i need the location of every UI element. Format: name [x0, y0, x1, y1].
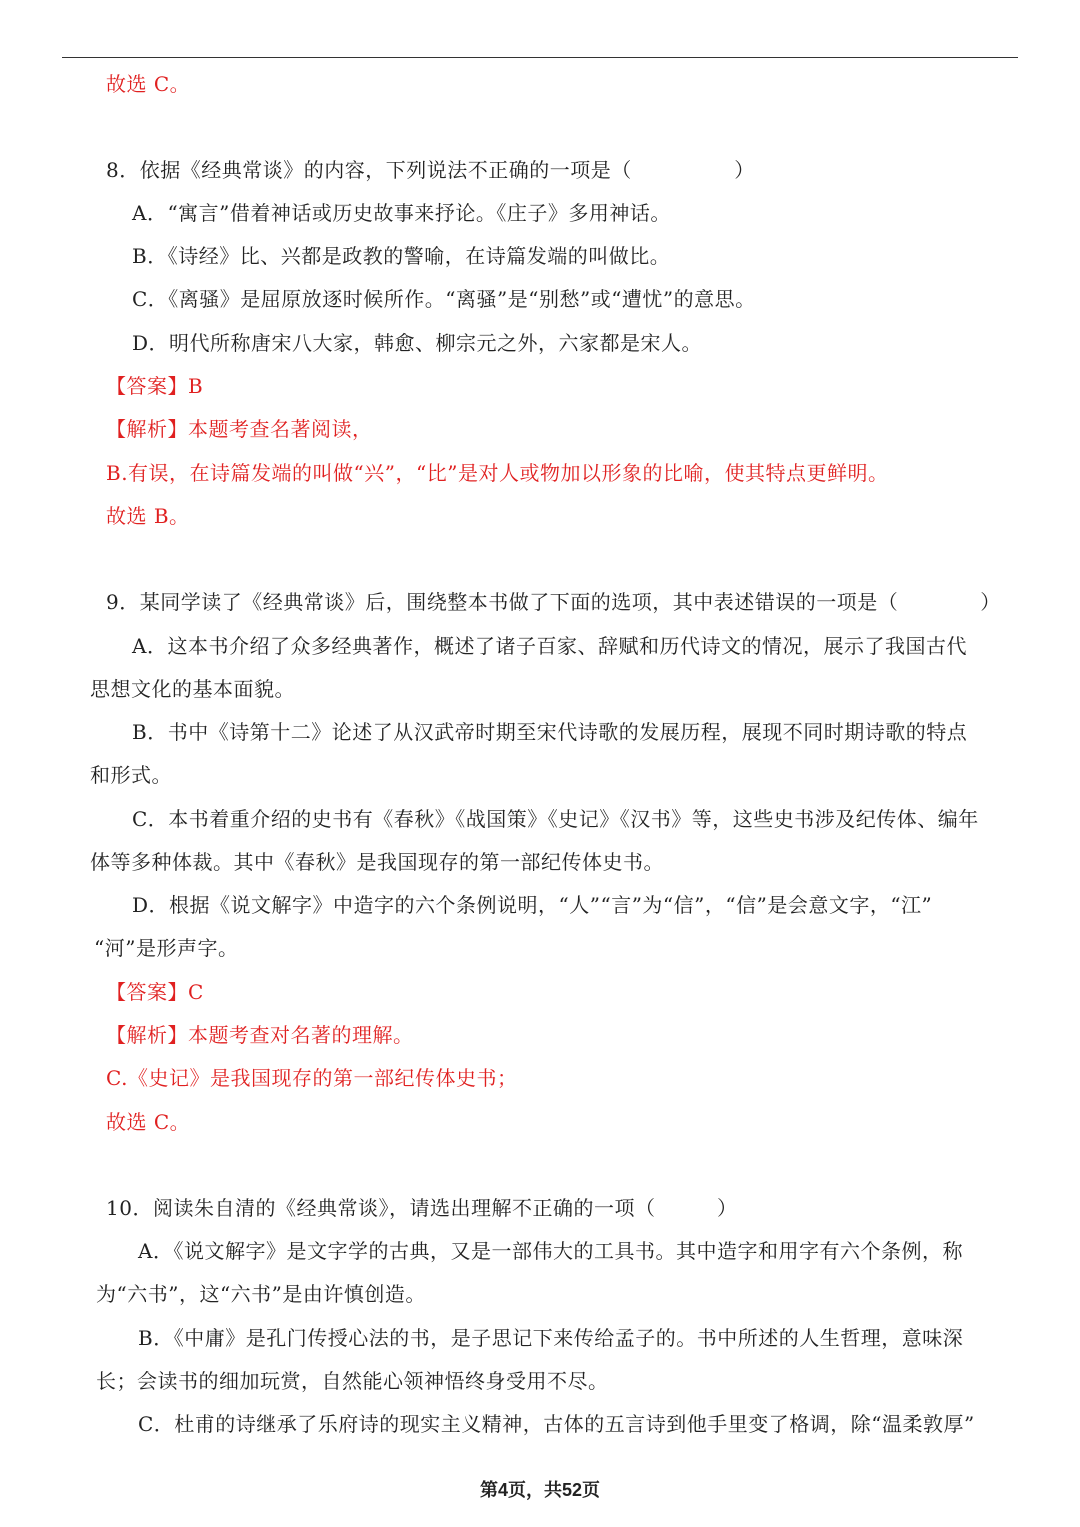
q10-line-2: 为“六书”，这“六书”是由许慎创造。	[96, 1282, 426, 1306]
q8-answer: 【答案】B	[106, 374, 204, 398]
q8-stem: 8．依据《经典常谈》的内容，下列说法不正确的一项是（ ）	[106, 158, 755, 182]
q8-option-d: D．明代所称唐宋八大家，韩愈、柳宗元之外，六家都是宋人。	[132, 331, 703, 355]
q9-line-8: “河”是形声字。	[94, 936, 239, 960]
prev-answer-conclusion: 故选 C。	[106, 72, 191, 96]
q8-conclusion: 故选 B。	[106, 504, 190, 528]
q8-option-a: A．“寓言”借着神话或历史故事来抒论。《庄子》多用神话。	[132, 201, 671, 225]
q10-line-3: B．《中庸》是孔门传授心法的书，是子思记下来传给孟子的。书中所述的人生哲理，意味深	[138, 1326, 964, 1350]
page-number: 第4页，共52页	[479, 1480, 601, 1500]
q8-option-c: C．《离骚》是屈原放逐时候所作。“离骚”是“别愁”或“遭忧”的意思。	[132, 287, 756, 311]
q8-analysis: 【解析】本题考查名著阅读，	[106, 417, 373, 441]
q9-analysis: 【解析】本题考查对名著的理解。	[106, 1023, 414, 1047]
q9-answer: 【答案】C	[106, 980, 204, 1004]
q9-explanation: C.《史记》是我国现存的第一部纪传体史书；	[106, 1066, 518, 1090]
q9-conclusion: 故选 C。	[106, 1110, 191, 1134]
q9-line-3: B．书中《诗第十二》论述了从汉武帝时期至宋代诗歌的发展历程，展现不同时期诗歌的特点	[132, 720, 968, 744]
q9-line-1: A．这本书介绍了众多经典著作，概述了诸子百家、辞赋和历代诗文的情况，展示了我国古代	[132, 634, 967, 658]
q10-stem: 10．阅读朱自清的《经典常谈》，请选出理解不正确的一项（ ）	[106, 1196, 738, 1220]
q10-line-5: C．杜甫的诗继承了乐府诗的现实主义精神，古体的五言诗到他手里变了格调，除“温柔敦厚”	[138, 1412, 975, 1436]
q9-line-7: D．根据《说文解字》中造字的六个条例说明，“人”“言”为“信”，“信”是会意文字，“江”	[132, 893, 933, 917]
q9-line-2: 思想文化的基本面貌。	[90, 677, 295, 701]
q10-line-4: 长；会读书的细加玩赏，自然能心领神悟终身受用不尽。	[96, 1369, 609, 1393]
q9-line-6: 体等多种体裁。其中《春秋》是我国现存的第一部纪传体史书。	[90, 850, 664, 874]
q9-line-4: 和形式。	[90, 763, 172, 787]
q8-explanation: B.有误，在诗篇发端的叫做“兴”，“比”是对人或物加以形象的比喻，使其特点更鲜明。	[106, 461, 889, 485]
q10-line-1: A．《说文解字》是文字学的古典，又是一部伟大的工具书。其中造字和用字有六个条例，称	[138, 1239, 963, 1263]
q8-option-b: B．《诗经》比、兴都是政教的警喻，在诗篇发端的叫做比。	[132, 244, 671, 268]
header-rule	[62, 57, 1018, 58]
q9-stem: 9．某同学读了《经典常谈》后，围绕整本书做了下面的选项，其中表述错误的一项是（ ）	[106, 590, 1001, 614]
q9-line-5: C．本书着重介绍的史书有《春秋》《战国策》《史记》《汉书》等，这些史书涉及纪传体、编年	[132, 807, 979, 831]
